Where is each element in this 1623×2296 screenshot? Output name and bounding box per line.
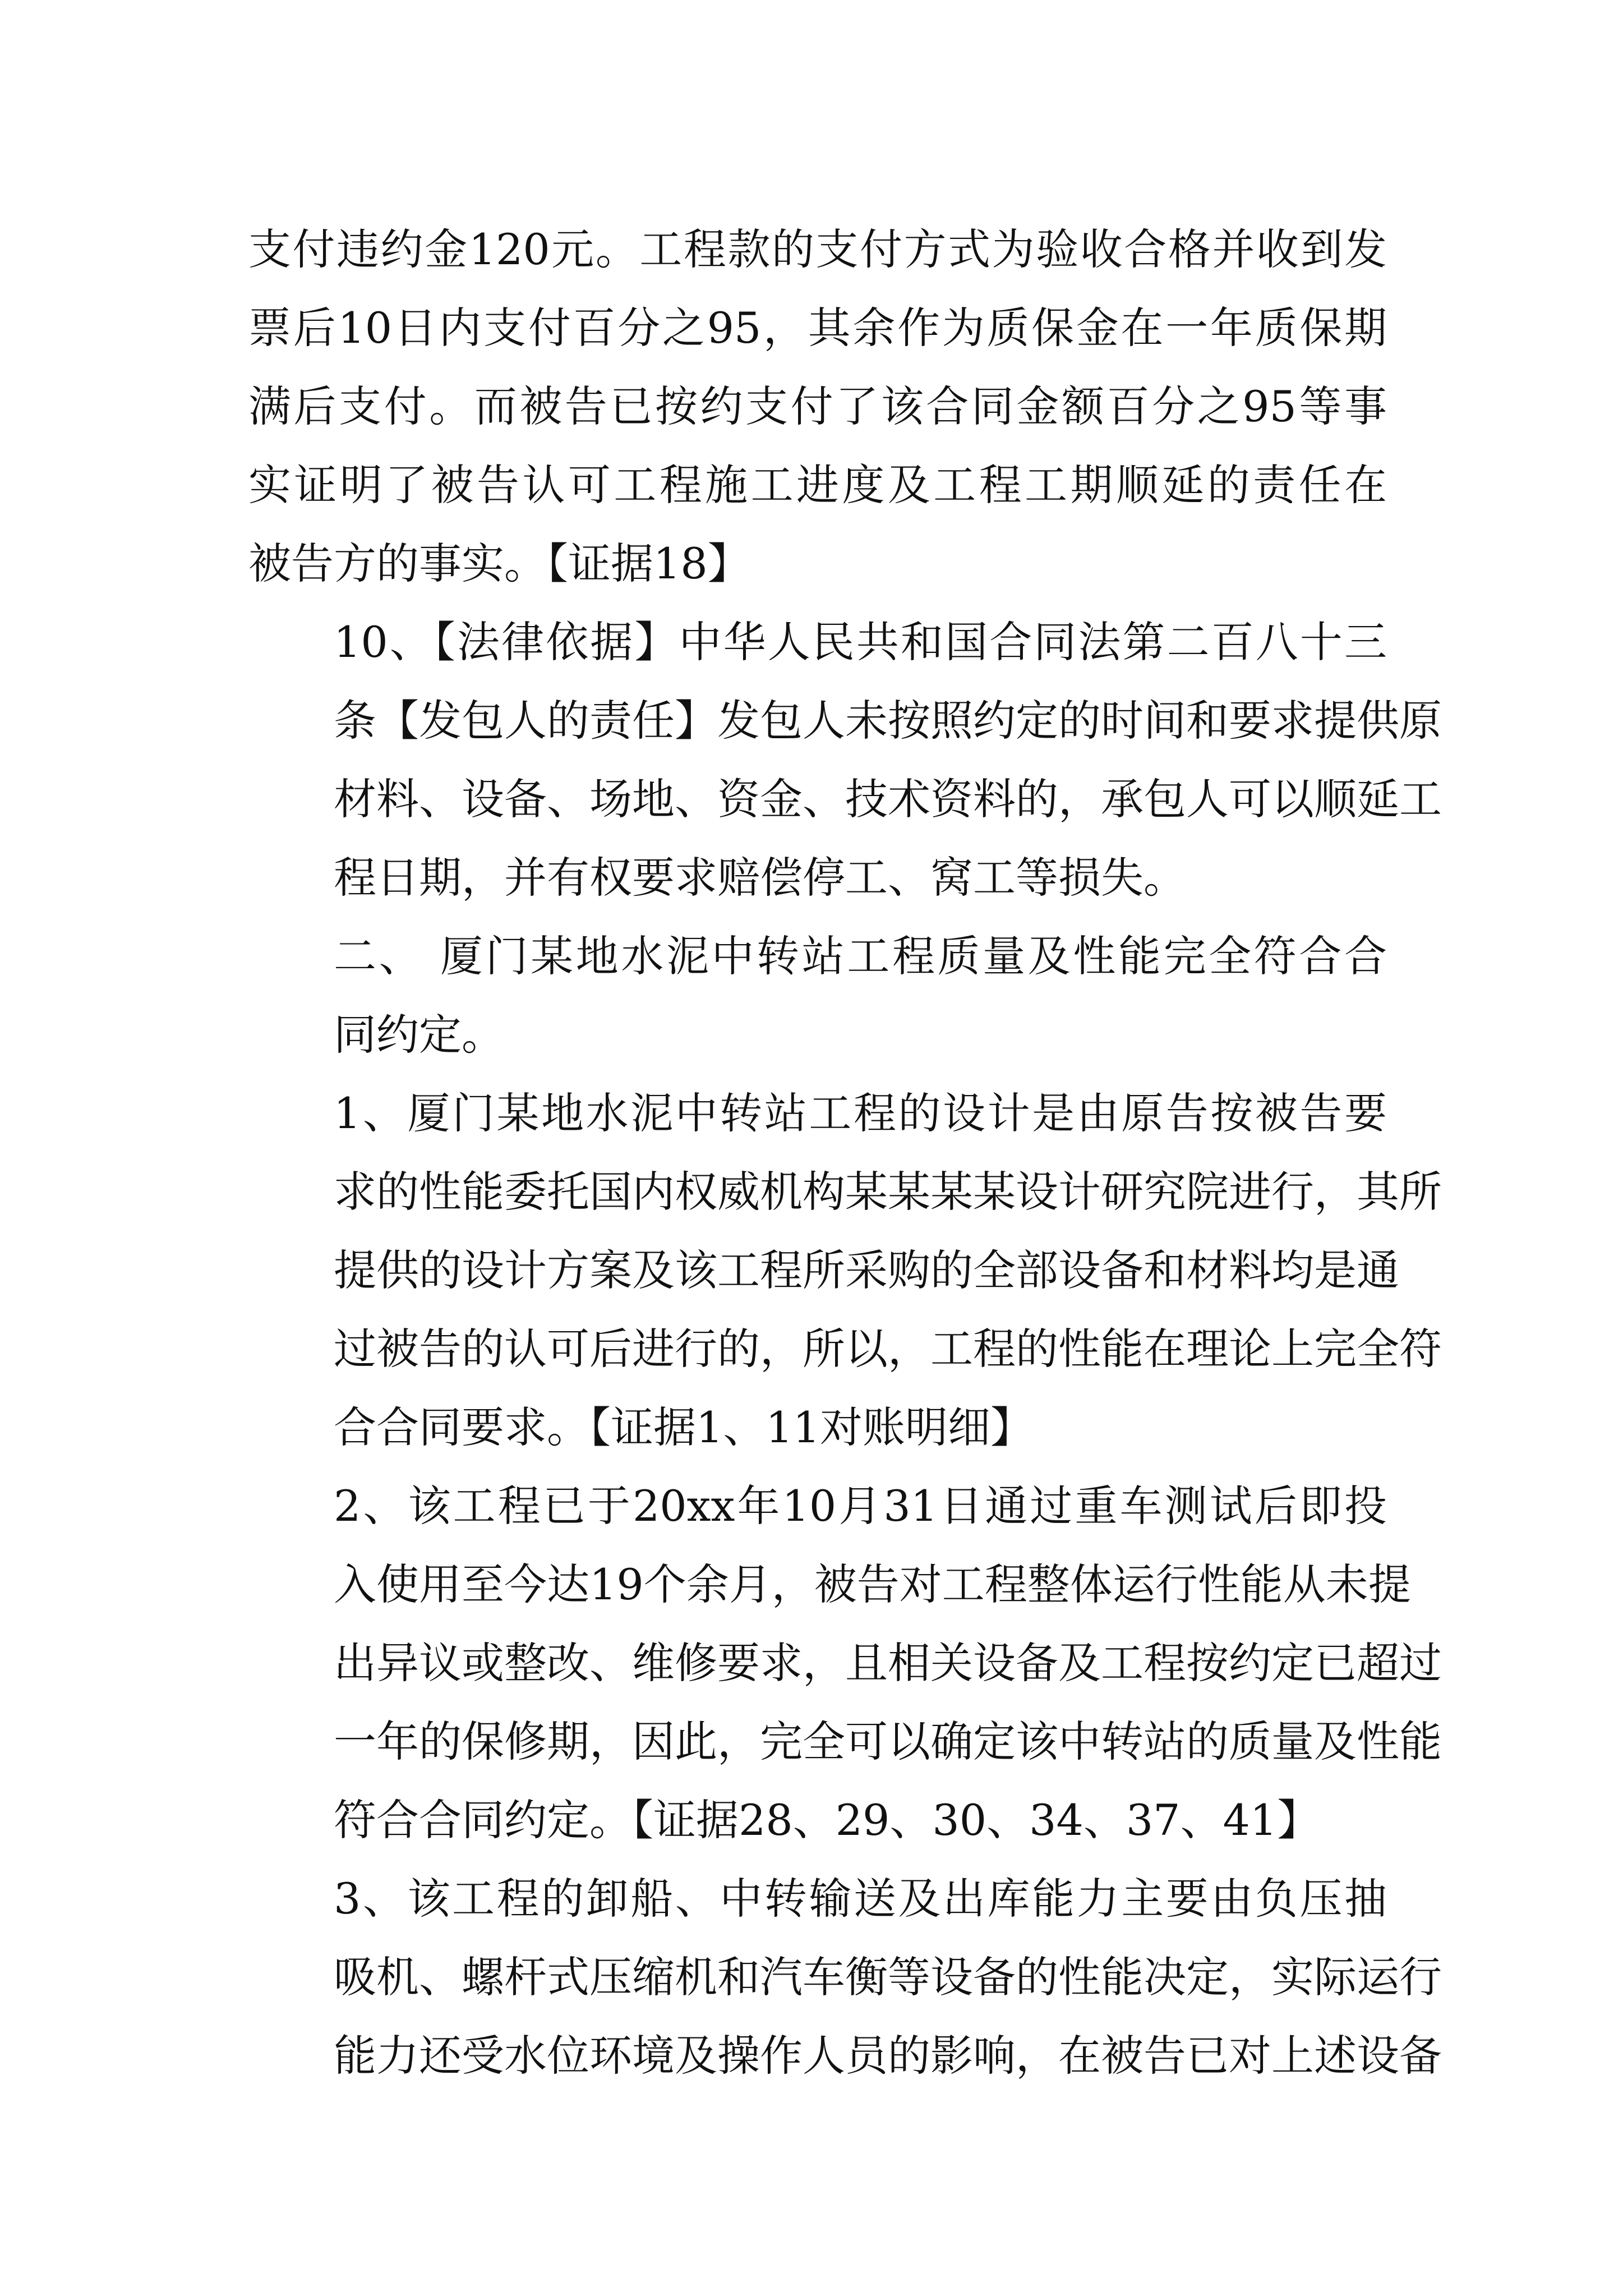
text-line: 求的性能委托国内权威机构某某某某设计研究院进行，其所 xyxy=(334,1167,1442,1217)
text-line: 入使用至今达19个余月，被告对工程整体运行性能从未提 xyxy=(334,1559,1411,1609)
paragraph-legal-basis xyxy=(248,603,1442,917)
text-line: 材料、设备、场地、资金、技术资料的，承包人可以顺延工 xyxy=(334,774,1442,824)
text-line: 出异议或整改、维修要求，且相关设备及工程按约定已超过 xyxy=(334,1638,1442,1688)
text-line: 二、 厦门某地水泥中转站工程质量及性能完全符合合 xyxy=(334,931,1387,981)
text-line: 合合同要求。【证据1、11对账明细】 xyxy=(334,1402,1034,1452)
text-line: 满后支付。而被告已按约支付了该合同金额百分之95等事 xyxy=(248,381,1387,431)
document-body xyxy=(248,210,1442,2095)
paragraph-item-1 xyxy=(248,1074,1442,1467)
text-line: 吸机、螺杆式压缩机和汽车衡等设备的性能决定，实际运行 xyxy=(334,1952,1442,2002)
text-line: 一年的保修期，因此，完全可以确定该中转站的质量及性能 xyxy=(334,1717,1442,1766)
text-line: 2、该工程已于20xx年10月31日通过重车测试后即投 xyxy=(334,1481,1387,1531)
paragraph-item-2 xyxy=(248,1467,1442,1860)
text-line: 3、该工程的卸船、中转输送及出库能力主要由负压抽 xyxy=(334,1874,1387,1924)
text-line: 提供的设计方案及该工程所采购的全部设备和材料均是通 xyxy=(334,1245,1399,1295)
section-heading-two xyxy=(248,917,1387,1074)
paragraph-item-3 xyxy=(248,1860,1442,2095)
text-line: 被告方的事实。【证据18】 xyxy=(248,539,750,588)
text-line: 1、厦门某地水泥中转站工程的设计是由原告按被告要 xyxy=(334,1088,1387,1138)
text-line: 同约定。 xyxy=(334,1010,504,1060)
text-line: 过被告的认可后进行的，所以，工程的性能在理论上完全符 xyxy=(334,1324,1442,1374)
text-line: 符合合同约定。【证据28、29、30、34、37、41】 xyxy=(334,1795,1320,1845)
text-line: 程日期，并有权要求赔偿停工、窝工等损失。 xyxy=(334,853,1186,903)
text-line: 条【发包人的责任】发包人未按照约定的时间和要求提供原 xyxy=(334,696,1442,746)
paragraph-penalty-payment xyxy=(248,210,1387,603)
text-line: 能力还受水位环境及操作人员的影响，在被告已对上述设备 xyxy=(334,2031,1442,2081)
text-line: 支付违约金120元。工程款的支付方式为验收合格并收到发 xyxy=(248,224,1387,274)
text-line: 票后10日内支付百分之95，其余作为质保金在一年质保期 xyxy=(248,303,1387,353)
text-line: 10、【法律依据】中华人民共和国合同法第二百八十三 xyxy=(334,617,1387,667)
text-line: 实证明了被告认可工程施工进度及工程工期顺延的责任在 xyxy=(248,460,1387,510)
